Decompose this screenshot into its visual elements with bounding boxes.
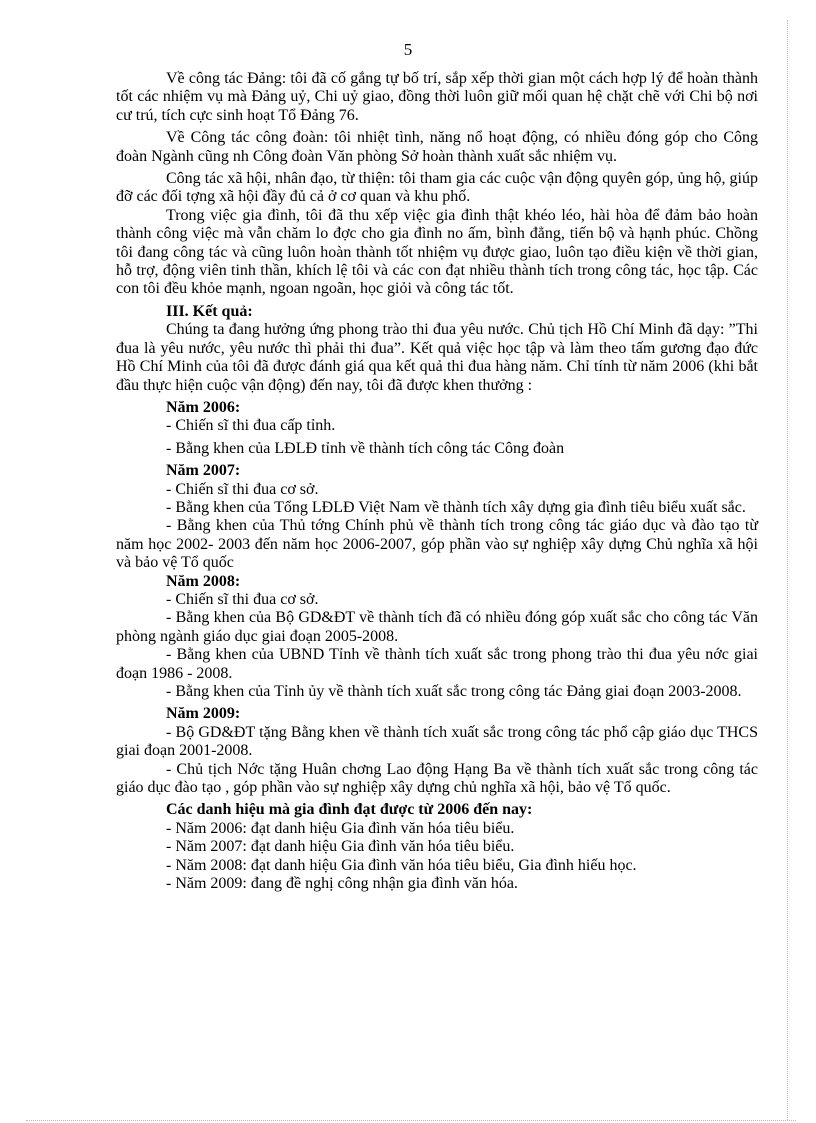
year-section-2007	[116, 462, 758, 572]
award-item: - Chủ tịch Nớc tặng Huân chơng Lao động Hạng Ba về thành tích xuất sắc trong công tác giáo dục đào tạo , góp phần vào sự nghiệp xây dựng chủ nghĩa xã hội, bảo vệ Tổ quốc.	[116, 760, 758, 797]
award-item: - Bằng khen của Tổng LĐLĐ Việt Nam về thành tích xây dựng gia đình tiêu biểu xuất sắc.	[166, 498, 746, 516]
year-section-2006	[116, 399, 758, 458]
award-item: - Chiến sĩ thi đua cơ sở.	[166, 590, 319, 608]
family-title-item: - Năm 2008: đạt danh hiệu Gia đình văn hóa tiêu biểu, Gia đình hiếu học.	[166, 856, 637, 874]
paragraph-union-work: Về Công tác công đoàn: tôi nhiệt tình, năng nổ hoạt động, có nhiều đóng góp cho Công đoàn Ngành cũng nh Công đoàn Văn phòng Sở hoàn thành xuất sắc nhiệm vụ.	[116, 129, 758, 165]
year-heading: Năm 2007:	[166, 462, 241, 480]
family-title-item: - Năm 2006: đạt danh hiệu Gia đình văn hóa tiêu biểu.	[166, 819, 515, 837]
year-heading: Năm 2009:	[166, 705, 241, 723]
paragraph-social-work: Công tác xã hội, nhân đạo, từ thiện: tôi tham gia các cuộc vận động quyên góp, ủng hộ, giúp đỡ các đối tợng xã hội đầy đủ cả ở cơ quan và khu phố.	[116, 170, 758, 206]
award-item: - Bằng khen của Tỉnh ủy về thành tích xuất sắc trong công tác Đảng giai đoạn 2003-2008.	[166, 683, 742, 700]
award-item: - Bằng khen của Bộ GD&ĐT về thành tích đã có nhiều đóng góp xuất sắc cho công tác Văn phòng ngành giáo dục giai đoạn 2005-2008.	[116, 609, 758, 645]
award-item: - Bằng khen của UBND Tỉnh về thành tích xuất sắc trong phong trào thi đua yêu nớc giai đoạn 1986 - 2008.	[116, 646, 758, 682]
award-item: - Chiến sĩ thi đua cơ sở.	[166, 480, 319, 498]
paragraph-party-work: Về công tác Đảng: tôi đã cố gắng tự bố trí, sắp xếp thời gian một cách hợp lý để hoàn thành tốt các nhiệm vụ mà Đảng uỷ, Chi uỷ giao, đồng thời luôn giữ mối quan hệ chặt chẽ với Chi bộ nơi cư trú, tích cực sinh hoạt Tổ Đảng 76.	[116, 70, 758, 124]
award-item: - Chiến sĩ thi đua cấp tỉnh.	[166, 417, 336, 435]
document-body	[116, 70, 758, 893]
award-item: - Bằng khen của Thủ tớng Chính phủ về thành tích trong công tác giáo dục và đào tạo từ năm học 2002- 2003 đến năm học 2006-2007, góp phần vào sự nghiệp xây dựng Chủ nghĩa xã hội và bảo vệ Tổ quốc	[116, 517, 758, 572]
results-intro: Chúng ta đang hưởng ứng phong trào thi đua yêu nước. Chủ tịch Hồ Chí Minh đã dạy: ”Thi đua là yêu nước, yêu nước thì phải thi đua”. Kết quả việc học tập và làm theo tấm gương đạo đức Hồ Chí Minh của tôi đã được đánh giá qua kết quả thi đua hàng năm. Chỉ tính từ năm 2006 (khi bắt đầu thực hiện cuộc vận động) đến nay, tôi đã được khen thưởng :	[116, 321, 758, 394]
page-number: 5	[403, 40, 413, 59]
year-section-2008	[116, 573, 758, 702]
award-item: - Bằng khen của LĐLĐ tỉnh về thành tích công tác Công đoàn	[166, 439, 565, 457]
year-heading: Năm 2006:	[166, 398, 241, 416]
paragraph-family: Trong việc gia đình, tôi đã thu xếp việc gia đình thật khéo léo, hài hòa để đảm bảo hoàn thành công việc mà vẫn chăm lo đợc cho gia đình no ấm, bình đẳng, tiến bộ và hạnh phúc. Chồng tôi đang công tác và cũng luôn hoàn thành tốt nhiệm vụ được giao, luôn tạo điều kiện về thời gian, hỗ trợ, động viên tinh thần, khích lệ tôi và các con đạt nhiều thành tích trong công tác, học tập. Các con tôi đều khỏe mạnh, ngoan ngoãn, học giỏi và công tác tốt.	[116, 206, 758, 298]
page-edge-bottom	[26, 1120, 796, 1121]
results-heading: III. Kết quả:	[166, 302, 253, 320]
year-heading: Năm 2008:	[166, 572, 241, 590]
family-titles-heading: Các danh hiệu mà gia đình đạt được từ 2006 đến nay:	[166, 801, 533, 819]
award-item: - Bộ GD&ĐT tặng Bằng khen về thành tích xuất sắc trong công tác phổ cập giáo dục THCS giai đoạn 2001-2008.	[116, 723, 758, 760]
page-edge-right	[787, 20, 788, 1120]
year-section-2009	[116, 705, 758, 797]
family-title-item: - Năm 2007: đạt danh hiệu Gia đình văn hóa tiêu biểu.	[166, 838, 515, 856]
family-title-item: - Năm 2009: đang đề nghị công nhận gia đình văn hóa.	[166, 875, 518, 893]
